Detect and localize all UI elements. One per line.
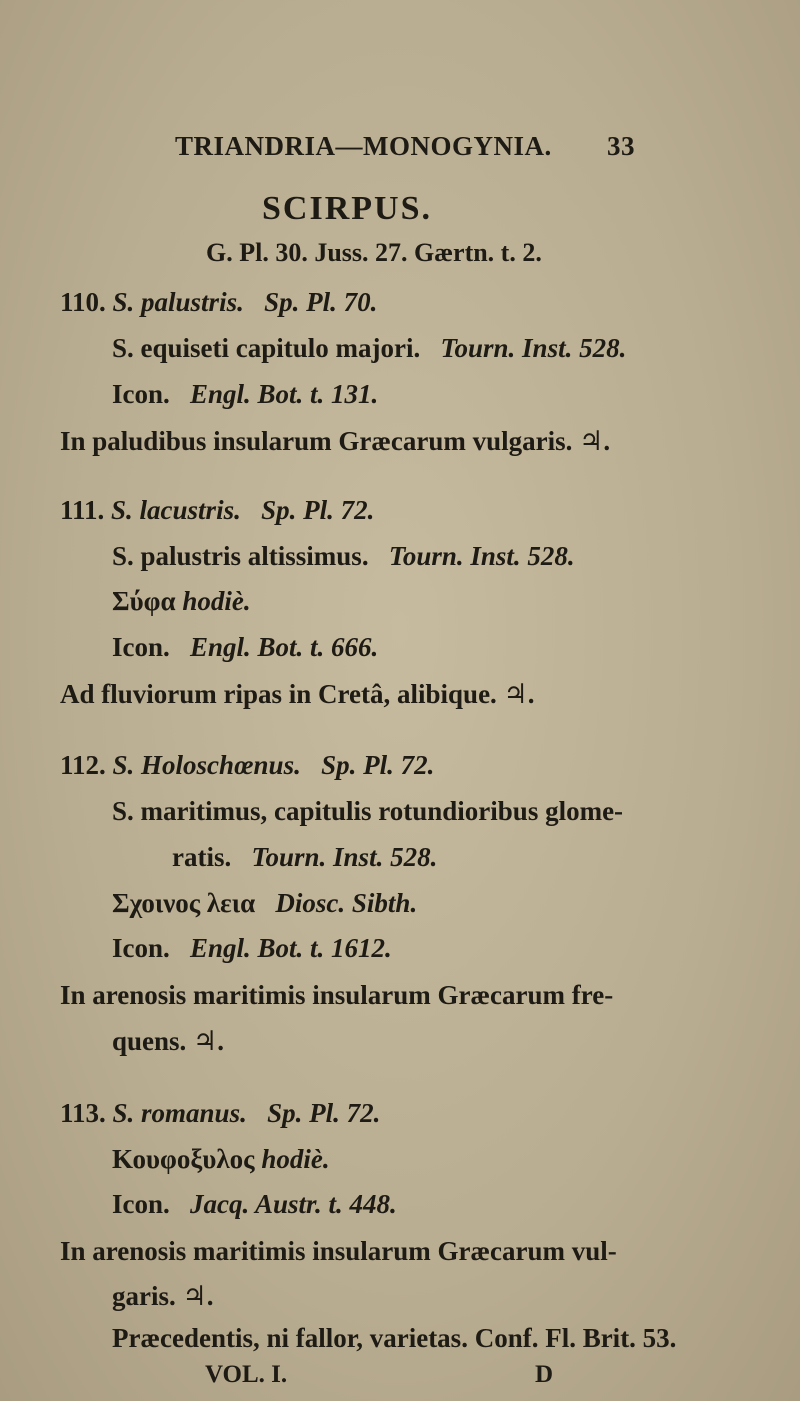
species-synonym: S. palustris altissimus. Tourn. Inst. 528. — [112, 541, 575, 571]
habitat-text: Ad fluviorum ripas in Cretâ, alibique. ♃. — [60, 679, 535, 709]
entry-number: 113. — [60, 1098, 106, 1128]
greek-name: Σχοινος λεια Diosc. Sibth. — [112, 888, 418, 918]
volume-mark: VOL. I. — [205, 1361, 288, 1388]
habitat-text-continued: quens. ♃. — [112, 1026, 224, 1056]
greek-name: Σύφα hodiè. — [112, 586, 251, 616]
editorial-note: Præcedentis, ni fallor, varietas. Conf. Fl. Brit. 53. — [112, 1323, 677, 1353]
icon-reference: Icon. Jacq. Austr. t. 448. — [112, 1189, 397, 1219]
species-synonym: S. equiseti capitulo majori. Tourn. Inst. 528. — [112, 333, 627, 363]
entry-number: 110. — [60, 287, 106, 317]
greek-name: Κουφοξυλος hodiè. — [112, 1144, 330, 1174]
genus-references: G. Pl. 30. Juss. 27. Gærtn. t. 2. — [206, 238, 542, 267]
entry-number: 111. — [60, 495, 105, 525]
icon-reference: Icon. Engl. Bot. t. 666. — [112, 632, 379, 662]
page-number: 33 — [607, 131, 635, 161]
habitat-text: In arenosis maritimis insularum Græcarum fre- — [60, 980, 614, 1010]
species-entry-110 — [60, 287, 377, 318]
species-name: S. palustris. — [112, 287, 244, 317]
signature-mark: D — [535, 1361, 554, 1388]
entry-number: 112. — [60, 750, 106, 780]
species-name: S. romanus. — [112, 1098, 247, 1128]
species-entry-112 — [60, 750, 434, 781]
species-synonym-continued: ratis. Tourn. Inst. 528. — [172, 842, 438, 872]
species-name: S. lacustris. — [111, 495, 241, 525]
habitat-text-continued: garis. ♃. — [112, 1281, 214, 1311]
species-synonym: S. maritimus, capitulis rotundioribus glome- — [112, 796, 624, 826]
species-reference: Sp. Pl. 72. — [321, 750, 435, 780]
species-name: S. Holoschœnus. — [112, 750, 301, 780]
icon-reference: Icon. Engl. Bot. t. 131. — [112, 379, 379, 409]
species-reference: Sp. Pl. 72. — [267, 1098, 381, 1128]
species-entry-111 — [60, 495, 374, 526]
species-reference: Sp. Pl. 70. — [264, 287, 378, 317]
icon-reference: Icon. Engl. Bot. t. 1612. — [112, 933, 392, 963]
species-entry-113 — [60, 1098, 380, 1129]
running-title: TRIANDRIA—MONOGYNIA. — [175, 131, 552, 161]
species-reference: Sp. Pl. 72. — [261, 495, 375, 525]
genus-heading: SCIRPUS. — [262, 190, 432, 227]
habitat-text: In arenosis maritimis insularum Græcarum vul- — [60, 1236, 617, 1266]
habitat-text: In paludibus insularum Græcarum vulgaris. ♃. — [60, 426, 611, 456]
